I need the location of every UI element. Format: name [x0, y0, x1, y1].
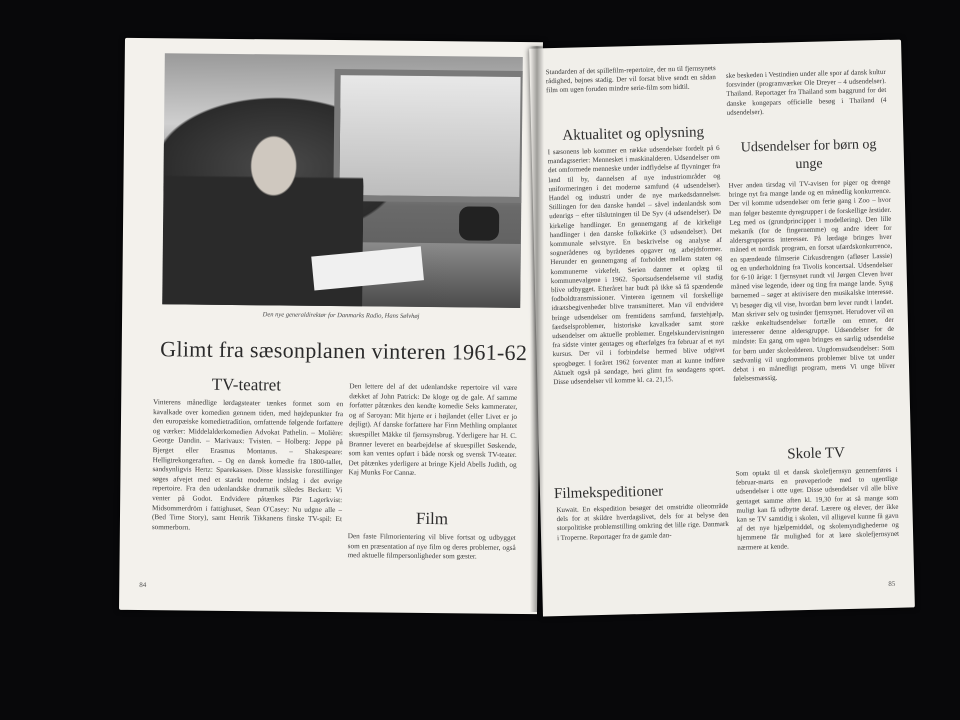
section-title-tv-teatret: TV-teatret [211, 374, 282, 395]
left-page [119, 38, 543, 614]
aktualitet-text: I sæsonens løb kommer en række udsendelser fordelt på 6 mandagsserier: Mennesket i maskinalderen. Udsendelser om det omformede menneske under indflydelse af flyvninger fra land til by, dannelsen af nye industriområder og uniformeringen i det moderne samfund (4 udsendelser). Handel og industri under de nye markedsdannelser. Stillingen for den danske handel – såvel indenlandsk som udenrigs – efter tilslutningen til De Syv (4 udsendelser). De kirkelige handlinger. En gennemgang af de kirkelige handlinger i den danske folkekirke (3 udsendelser). Det kommunale selvstyre. En beskrivelse og analyse af sognerådenes og byrådenes opgaver og arbejdsformer. Herunder en gennemgang af forholdet mellem staten og kommunerne virkefelt. Serien danner et oplæg til kommunevalgene i 1962. Sportsudsendelserne vil stadig blive udbygget. Efteråret har budt på ikke så få spændende fodboldtransmissioner. Vinteren igennem vil forskellige idrætsbegivenheder blive transmitteret. Man vil endvidere bringe udsendelser om fremtidens samfund, førstehjælp, færdselsproblemer, historiske kavalkader samt store udsendelser om aktuelle problemer. Engelskundervisningen fra sidste vinter gentages og efterfølges fra februar af et nyt kursus. Der vil i forbindelse hermed blive udgivet sprogbøger. I foråret 1962 forventer man at kunne indføre Aktuelt også på søndage, heri glimt fra søndagens sport. Disse udsendelser vil komme kl. ca. 21,15. [547, 144, 726, 387]
photo-caption: Den nye generaldirektør for Danmarks Radio, Hans Sølvhøj [262, 311, 420, 320]
skole-tv-text: Som optakt til et dansk skolefjernsyn gennemføres i februar-marts en prøveperiode med to ugentlige udsendelser i otte uger. Disse udsendelser vil alle blive gentaget samme aften kl. 19,30 for at så mange som muligt kan få udbytte deraf. Lærere og elever, der ikke kan se TV samtidig i skolen, vil alligevel kunne få gavn af det nye hjælpemiddel, og skolemyndighederne og hjemmene får mulighed for at lære skolefjernsynet nærmere at kende. [735, 465, 900, 552]
page-number-right: 85 [888, 579, 896, 589]
tv-teatret-text: Vinterens månedlige lørdagsteater tænkes formet som en kavalkade over komedien gennem tiden, med højdepunkter fra den europæiske komedietradition, omfattende følgende forfattere og værker: Middelalderkomedien Advokat Pathelin. – Molière: George Dandin. – Marivaux: Tvisten. – Holberg: Jeppe på Bjerget eller Erasmus Montanus. – Shakespeare: Helligtrekongeraften. – Og en dansk komedie fra 1800-tallet, sandsynligvis Hertz: Sparekassen. Disse klassiske forestillinger søges afvejet med et stærkt moderne indslag i det øvrige repertoire. Fra den udenlandske dramatik således Beckett: Vi venter på Godot. Endvidere påtænkes Pär Lagerkvist: Midsommerdröm i fattighuset, Sean O'Casey: Nu udgne alle – (Bed Time Story), samt Henrik Tikkanens finske TV-spil: Et sommerborn. [151, 398, 344, 532]
page-headline: Glimt fra sæsonplanen vinteren 1961-62 [160, 336, 528, 366]
right-page [529, 40, 915, 617]
film-repertoire-text: Standarden af det spillefilm-repertoire, der nu til fjernsynets rådighed, bøjnes stadig. Der vil forsat blive sendt en sådan film om ugen foruden mindre serie-film som hidtil. [545, 64, 716, 95]
film-text: Den faste Filmorientering vil blive fortsat og udbygget som en præsentation af nye film og deres problemer, også med aktuelle filmpersonligheder som gæster. [347, 532, 516, 561]
filmekspeditioner-text: Kuwait. En ekspedition besøger det omstridte olieområde dels for at skildre hverdagslivet, dels for at belyse den storpolitiske problemstilling omkring det lille rige. Danmark i Troperne. Reportager fra de gamle dan- [556, 501, 729, 542]
book-gutter [530, 46, 544, 612]
section-title-filmekspeditioner: Filmekspeditioner [553, 483, 664, 503]
section-title-born-og-unge: Udsendelser for børn og unge [740, 137, 877, 173]
page-number-left: 84 [139, 581, 147, 590]
photo-director-at-desk [162, 53, 523, 308]
section-title-aktualitet: Aktualitet og oplysning [562, 124, 705, 144]
section-title-skole-tv: Skole TV [787, 445, 846, 463]
repertoire-text: Den lettere del af det udenlandske repertoire vil være dækket af John Patrick: De kloge og de gale. Af samme forfatter påtænkes den kendte komedie Seks kammerater, og af Saroyan: Mit hjerte er i højlandet (eller Livet er jo dejligt). Af danske forfattere har Finn Methling omplantet skuespillet Mäkke til fjernsynsbrug. Yderligere har H. C. Branner leveret en bearbejdelse af skuespillet Søskende, som kan ventes opført i både norsk og svensk TV-teater. Det påtænkes yderligere at bringe Kjeld Abells Judith, og Kaj Munks For Cannæ. [348, 382, 518, 478]
photo-telephone [459, 206, 499, 240]
thailand-text: ske beskeden i Vestindien under alle spor af dansk kultur forsvinder (programværker Ole Dreyer – 4 udsendelser). Thailand. Reportager fra Thailand som baggrund for det danske kongepars officielle besøg i Thailand (4 udsendelser). [725, 67, 887, 117]
section-title-film: Film [415, 508, 449, 529]
born-og-unge-text: Hver anden tirsdag vil TV-avisen for piger og drenge bringe nyt fra mange lande og en månedlig konkurrence. Der vil komme udsendelser om ferie gang i Zoo – hvor man følger bestemte dyregrupper i de forskellige årstider. Leg med os (grundprincipper i modellering). Den lille mekanik (for de fingernemme) og andre ideer for aldersgrupperns interesser. På lørdage bringes hver måned et nordisk program, en forsat ufærdskonkurrence, en spændende filmserie Cirkusdrengen (afløser Lassie) og en underholdning fra Tivolis koncertsal. Udsendelser for 6-10 årige: I fjernsynet rundt vil Jørgen Cleven hver måned vise legende, ideer og ting fra mange lande. Syng børnemed – søger at aktivisere den musikalske interesse. Vi besøger dig vil vise, hvordan børn lever rundt i landet. Man skriver selv og tusinder fjernsynet. Herudover vil en række enkeltudsendelser fortælle om emner, der interesserer denne aldersgruppe. Udsendelser for de mindste: En gang om ugen bringes en særlig udsendelse for børn under skolealderen. Ungdomsudsendelser: Som sædvanlig vil ungdommens problemer blive tat under debat i en månedligt program, mens Vi unge bliver følelsesmæssig. [728, 177, 896, 384]
